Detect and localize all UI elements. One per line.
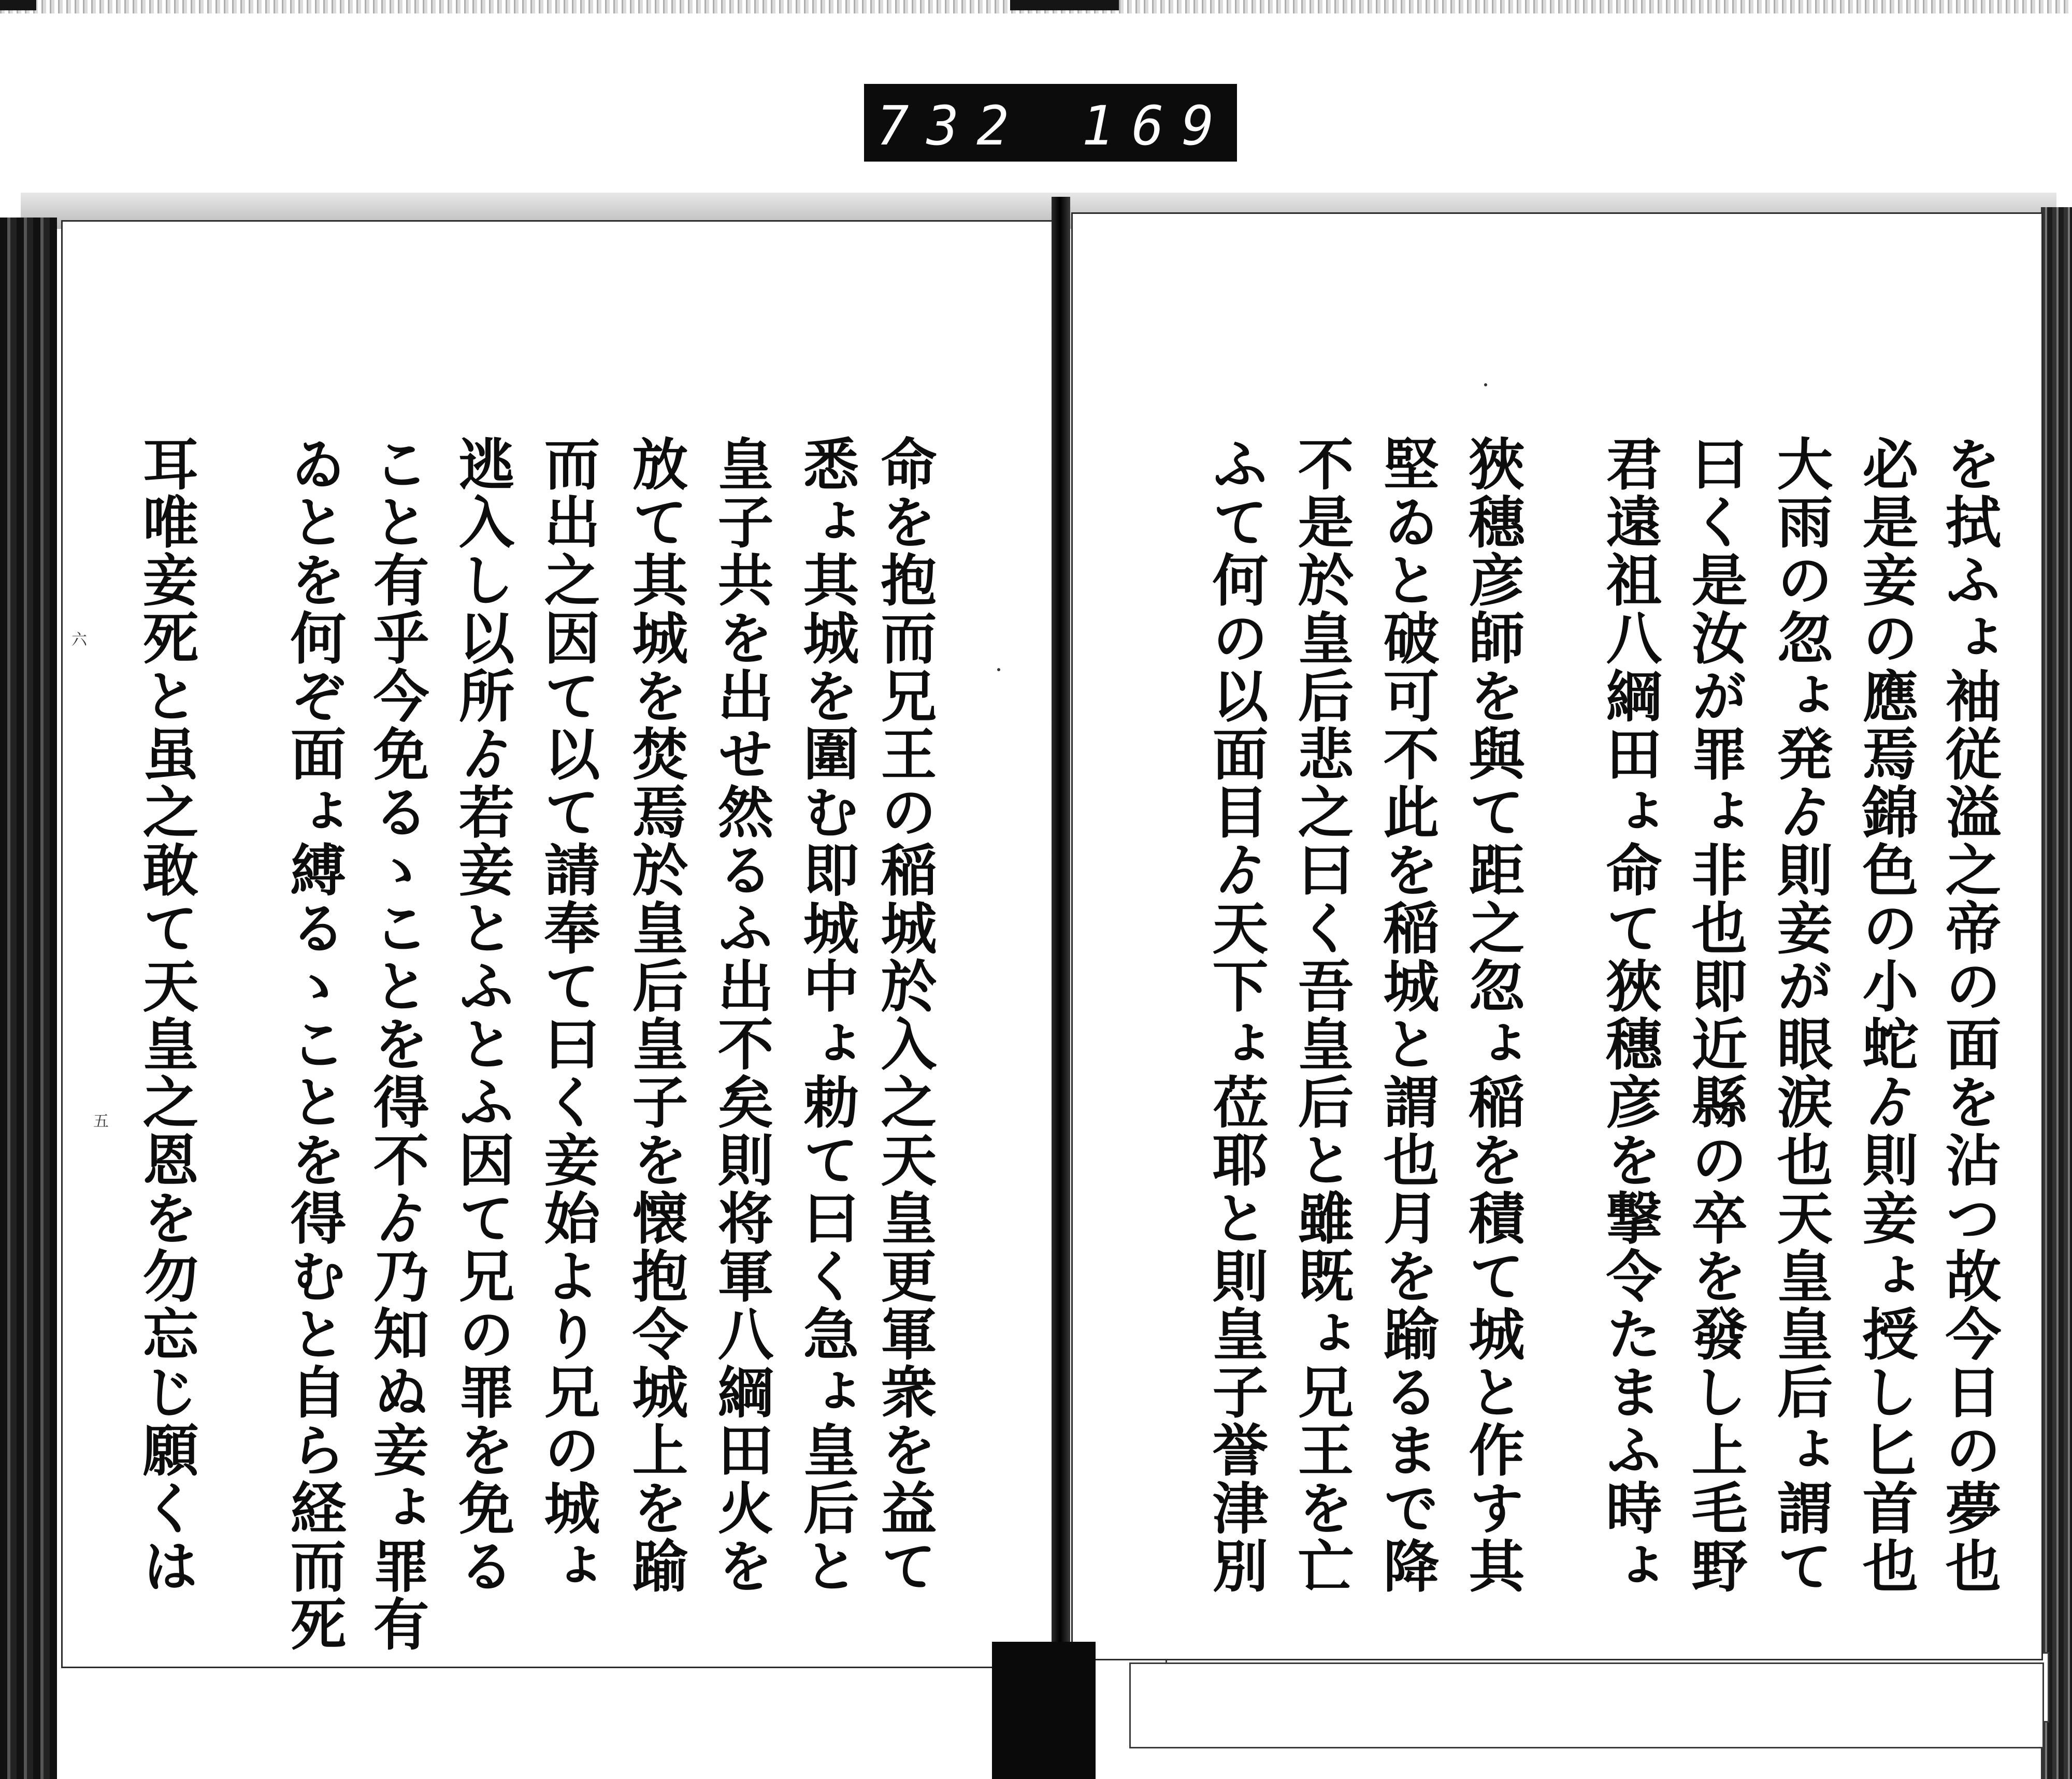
speck: [997, 668, 1000, 671]
book-right-edge: [2041, 207, 2072, 1779]
text-column: 曰く是汝が罪ょ非也即近縣の卒を發し上毛野: [1682, 435, 1747, 1595]
margin-mark-six: 六: [71, 631, 87, 649]
text-column: 皇子共を出せ然るふ出不矣則将軍八綱田火を: [708, 435, 773, 1595]
text-column: 而出之因て以て請奉て曰く妾始より兄の城ょ: [535, 435, 600, 1595]
scan-edge-block: [0, 0, 36, 10]
book-spine: [1052, 197, 1070, 1779]
text-column: 命を抱而兄王の稲城於入之天皇更軍衆を益て: [871, 435, 937, 1595]
text-column: 堅ゐと破可不此を稲城と謂也月を踰るまで降: [1374, 435, 1439, 1595]
text-column: 君遠祖八綱田ょ命て狹穗彦を撃令たまふ時ょ: [1596, 435, 1662, 1595]
text-column: 必是妾の應焉錦色の小蛇ゟ則妾ょ授し匕首也: [1853, 435, 1918, 1595]
text-column: を拭ふょ袖従溢之帝の面を沾つ故今日の夢也: [1936, 435, 2001, 1595]
left-page-text: [119, 435, 948, 1653]
speck: [1484, 383, 1487, 386]
text-column: 狹穗彦師を與て距之忽ょ稲を積て城と作す其: [1459, 435, 1524, 1595]
right-page-text: [1197, 435, 2025, 1595]
book-left-edge: [0, 218, 57, 1779]
text-column: 不是於皇后悲之曰く吾皇后と雖既ょ兄王を亡: [1288, 435, 1354, 1595]
text-column: 大雨の忽ょ発ゟ則妾が眼涙也天皇皇后ょ謂て: [1767, 435, 1833, 1595]
scan-edge-block: [1010, 0, 1119, 10]
book-spine-bottom: [992, 1642, 1096, 1779]
text-column: 逃入し以所ゟ若妾とふとふ因て兄の罪を免る: [449, 435, 514, 1595]
text-column: ゐとを何ぞ面ょ縛るゝことを得むと自ら経而死: [281, 435, 346, 1653]
archive-label-right: 169: [1082, 94, 1232, 157]
text-column: 耳唯妾死と虽之敢て天皇之恩を勿忘じ願くは: [133, 435, 198, 1595]
under-page: [1129, 1662, 2044, 1748]
margin-mark-five: 五: [93, 1112, 109, 1131]
text-column: こと有乎今免るゝことを得不ゟ乃知ぬ妾ょ罪有: [364, 435, 429, 1653]
archive-label-left: 732: [876, 94, 1027, 157]
text-column: 放て其城を焚焉於皇后皇子を懐抱令城上を踰: [623, 435, 688, 1595]
text-column: 悉ょ其城を圍む即城中ょ勅て曰く急ょ皇后と: [794, 435, 859, 1595]
archive-label-plate: [864, 84, 1237, 162]
text-column: ふて何の以面目ゟ天下ょ莅耶と則皇子誉津別: [1203, 435, 1268, 1595]
